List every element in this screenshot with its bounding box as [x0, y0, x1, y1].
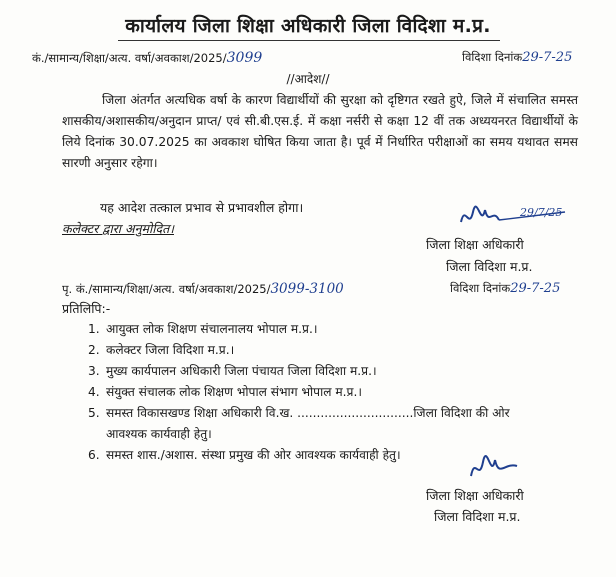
reference-line [32, 50, 262, 66]
place-date-label: विदिशा दिनांक [462, 50, 523, 64]
copy-date-handwritten: 29-7-25 [510, 281, 561, 296]
copy-reference-prefix: पृ. कं./सामान्य/शिक्षा/अत्य. वर्षा/अवकाश/2025/ [62, 282, 271, 296]
copy-label: प्रतिलिपि:- [62, 301, 111, 316]
signature-1-designation: जिला शिक्षा अधिकारी [426, 237, 524, 252]
reference-prefix: कं./सामान्य/शिक्षा/अत्य. वर्षा/अवकाश/2025/ [32, 51, 227, 65]
signature-2-office: जिला विदिशा म.प्र. [434, 509, 521, 524]
date-handwritten: 29-7-25 [522, 50, 573, 65]
signature-2-handwritten [465, 452, 525, 486]
list-item: 5. समस्त विकासखण्ड शिक्षा अधिकारी वि.ख. ..............................जिला विदिशा की ओर आवश्यक कार्यवाही हेतु। [88, 406, 510, 441]
place-date [462, 50, 572, 65]
list-item: 2. कलेक्टर जिला विदिशा म.प्र.। [88, 343, 235, 357]
order-heading: //आदेश// [286, 72, 330, 86]
list-item: 3. मुख्य कार्यपालन अधिकारी जिला पंचायत जिला विदिशा म.प्र.। [88, 364, 377, 378]
list-item: 4. संयुक्त संचालक लोक शिक्षण भोपाल संभाग भोपाल म.प्र.। [88, 385, 362, 399]
approved-by-line: कलेक्टर द्वारा अनुमोदित। [62, 221, 174, 236]
copy-reference-number-handwritten: 3099-3100 [270, 281, 344, 297]
reference-number-handwritten: 3099 [226, 50, 263, 66]
copy-place-date-label: विदिशा दिनांक [450, 281, 511, 295]
signature-1-office: जिला विदिशा म.प्र. [446, 259, 533, 274]
order-paragraph: जिला अंतर्गत अत्यधिक वर्षा के कारण विद्यार्थीयों की सुरक्षा को दृष्टिगत रखते हुऐ, जिले में संचालित समस्त शासकीय/अशासकीय/अनुदान प्राप्त/ एवं सी.बी.एस.ई. में कक्षा नर्सरी से कक्षा 12 वीं तक अध्ययनरत विद्यार्थीयों के लिये दिनांक 30.07.2025 का अवकाश घोषित किया जाता है। पूर्व में निर्धारित परीक्षाओं का समय यथावत समस सारणी अनुसार रहेगा। [62, 93, 578, 170]
copy-place-date [450, 281, 560, 296]
title-underline [118, 40, 500, 41]
effect-line: यह आदेश तत्काल प्रभाव से प्रभावशील होगा। [100, 200, 304, 215]
signature-1-date-handwritten: 29/7/25 [520, 206, 563, 219]
list-item: 1. आयुक्त लोक शिक्षण संचालनालय भोपाल म.प्र.। [88, 322, 318, 336]
copy-recipient-list [88, 319, 510, 466]
list-item: 6. समस्त शास./अशास. संस्था प्रमुख की ओर आवश्यक कार्यवाही हेतु। [88, 448, 401, 462]
copy-reference-line [62, 281, 344, 297]
office-title: कार्यालय जिला शिक्षा अधिकारी जिला विदिशा म.प्र. [125, 15, 491, 37]
signature-2-designation: जिला शिक्षा अधिकारी [426, 488, 524, 503]
